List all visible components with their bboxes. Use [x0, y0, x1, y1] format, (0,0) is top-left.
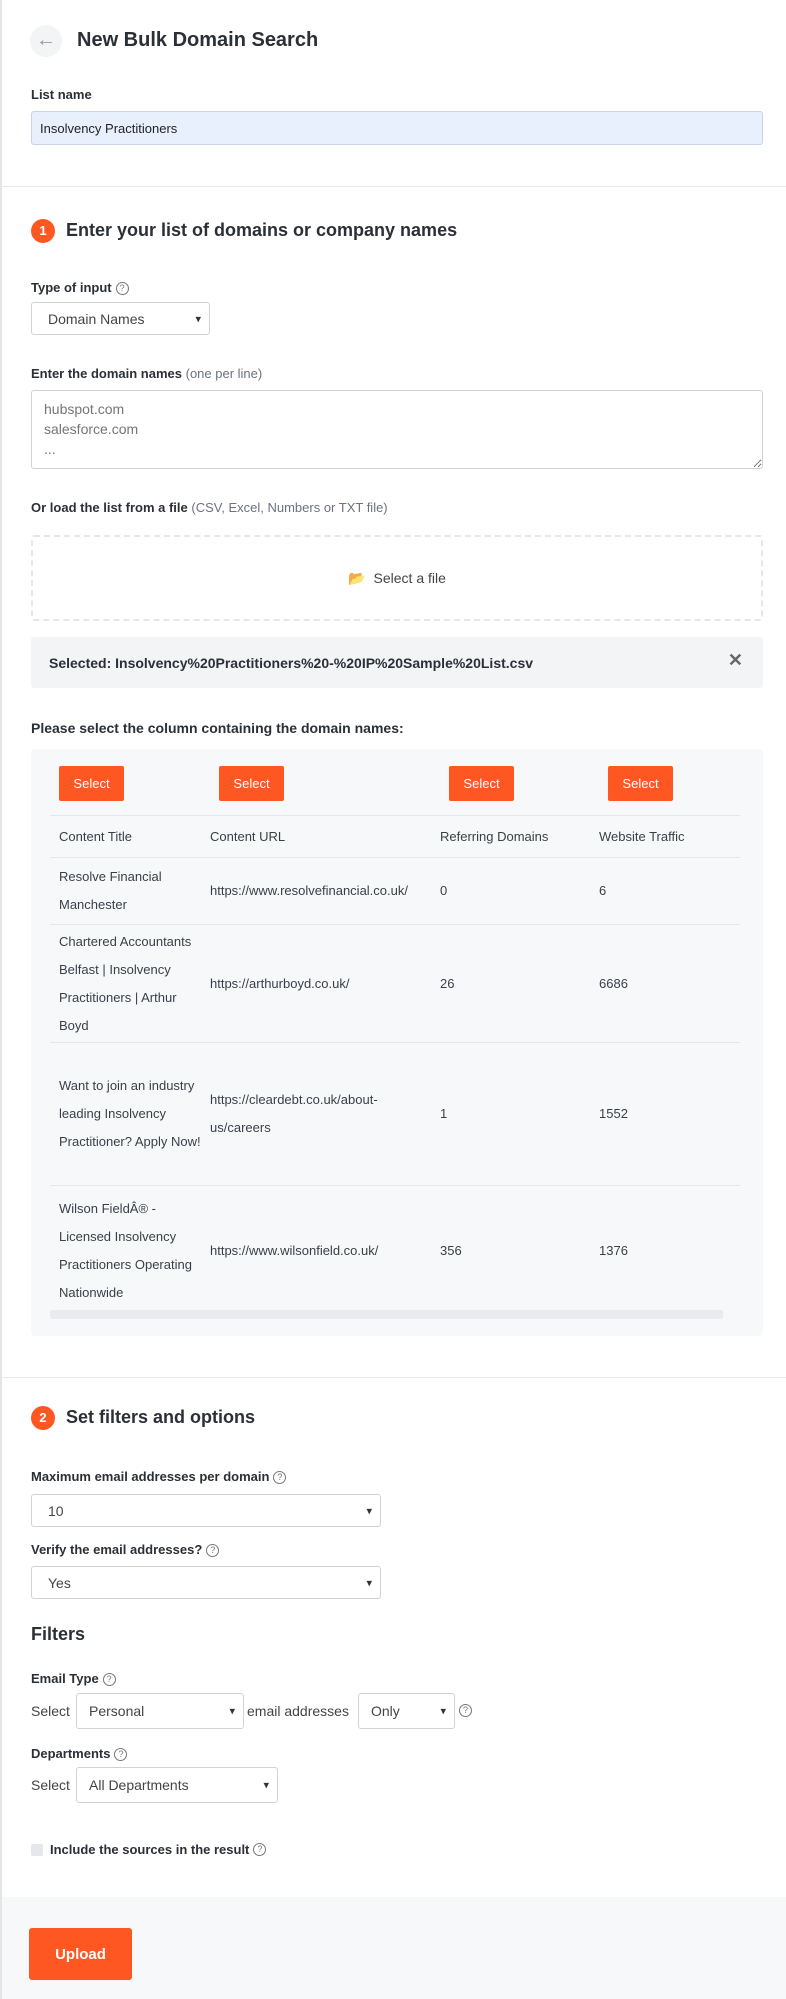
selected-file-bar	[31, 637, 763, 688]
column-prompt: Please select the column containing the domain names:	[31, 720, 404, 736]
folder-open-icon: 📂	[348, 569, 366, 586]
column-header: Website Traffic	[599, 816, 740, 858]
max-emails-select[interactable]: 10 ▾	[31, 1494, 381, 1527]
cell: https://www.resolvefinancial.co.uk/	[210, 858, 440, 925]
cell: 1552	[599, 1043, 740, 1186]
chevron-down-icon: ▾	[195, 313, 201, 325]
table-row	[50, 1043, 740, 1186]
cell: Chartered Accountants Belfast | Insolvency Practitioners | Arthur Boyd	[50, 925, 210, 1043]
cell: 6	[599, 858, 740, 925]
step2-heading	[31, 1406, 255, 1430]
cell: 356	[440, 1186, 599, 1316]
departments-label: Departments ?	[31, 1746, 127, 1761]
chevron-down-icon: ▾	[263, 1779, 269, 1792]
verify-select[interactable]: Yes ▾	[31, 1566, 381, 1599]
include-sources-label: Include the sources in the result	[50, 1842, 250, 1857]
selected-file-name: Selected: Insolvency%20Practitioners%20-%20IP%20Sample%20List.csv	[49, 655, 534, 671]
table-row	[50, 1186, 740, 1316]
cell: Wilson FieldÂ® - Licensed Insolvency Practitioners Operating Nationwide	[50, 1186, 210, 1316]
verify-label: Verify the email addresses? ?	[31, 1542, 219, 1557]
select-text: Select	[31, 1703, 70, 1719]
table-header-row	[50, 816, 740, 858]
email-type-select[interactable]: Personal ▾	[76, 1693, 244, 1729]
select-column-3-button[interactable]: Select	[449, 766, 514, 801]
horizontal-scrollbar[interactable]	[50, 1310, 723, 1319]
step-badge: 2	[31, 1406, 55, 1430]
help-icon[interactable]: ?	[273, 1471, 286, 1484]
help-icon[interactable]: ?	[206, 1544, 219, 1557]
departments-select[interactable]: All Departments ▾	[76, 1767, 278, 1803]
type-of-input-select[interactable]: Domain Names ▾	[31, 302, 210, 335]
table-row	[50, 925, 740, 1043]
cell: 1376	[599, 1186, 740, 1316]
table-row	[50, 858, 740, 925]
domain-names-textarea[interactable]	[31, 390, 763, 469]
column-table-container	[31, 749, 763, 1336]
only-select[interactable]: Only ▾	[358, 1693, 455, 1729]
max-emails-label: Maximum email addresses per domain ?	[31, 1469, 286, 1484]
cell: 1	[440, 1043, 599, 1186]
help-icon[interactable]: ?	[114, 1748, 127, 1761]
column-header: Content Title	[50, 816, 210, 858]
cell: https://cleardebt.co.uk/about-us/careers	[210, 1043, 440, 1186]
chevron-down-icon: ▾	[366, 1577, 372, 1589]
chevron-down-icon: ▾	[440, 1705, 446, 1718]
include-sources-checkbox[interactable]	[31, 1844, 43, 1856]
file-dropzone[interactable]	[31, 535, 763, 621]
select-column-2-button[interactable]: Select	[219, 766, 284, 801]
cell: 26	[440, 925, 599, 1043]
back-button[interactable]	[30, 25, 62, 57]
select-file-link[interactable]: Select a file	[373, 570, 446, 586]
step-badge: 1	[31, 219, 55, 243]
help-icon[interactable]: ?	[253, 1843, 266, 1856]
preview-table	[50, 815, 740, 1316]
cell: https://www.wilsonfield.co.uk/	[210, 1186, 440, 1316]
list-name-label: List name	[31, 87, 92, 102]
page-title: New Bulk Domain Search	[77, 29, 319, 51]
domain-names-label: Enter the domain names (one per line)	[31, 366, 263, 381]
upload-button[interactable]: Upload	[29, 1928, 132, 1980]
remove-file-icon[interactable]: ✕	[727, 650, 743, 670]
filters-heading: Filters	[31, 1624, 86, 1644]
help-icon[interactable]: ?	[103, 1673, 116, 1686]
email-type-label: Email Type ?	[31, 1671, 116, 1686]
step2-title: Set filters and options	[66, 1406, 256, 1427]
divider	[2, 1377, 786, 1378]
cell: 6686	[599, 925, 740, 1043]
cell: Resolve Financial Manchester	[50, 858, 210, 925]
select-column-4-button[interactable]: Select	[608, 766, 673, 801]
step1-title: Enter your list of domains or company names	[66, 219, 458, 240]
arrow-left-icon: ←	[36, 29, 56, 51]
step1-heading	[31, 219, 457, 243]
cell: Want to join an industry leading Insolvency Practitioner? Apply Now!	[50, 1043, 210, 1186]
include-sources-option[interactable]	[31, 1842, 266, 1857]
select-text: Select	[31, 1777, 70, 1793]
chevron-down-icon: ▾	[229, 1705, 235, 1718]
column-header: Referring Domains	[440, 816, 599, 858]
column-header: Content URL	[210, 816, 440, 858]
help-icon[interactable]: ?	[116, 282, 129, 295]
footer-bar	[2, 1897, 786, 1999]
type-of-input-label: Type of input ?	[31, 280, 129, 295]
cell: https://arthurboyd.co.uk/	[210, 925, 440, 1043]
file-label: Or load the list from a file (CSV, Excel, Numbers or TXT file)	[31, 500, 388, 515]
email-addresses-text: email addresses	[247, 1703, 349, 1719]
help-icon[interactable]: ?	[459, 1704, 472, 1717]
chevron-down-icon: ▾	[366, 1505, 372, 1517]
divider	[2, 186, 786, 187]
list-name-input[interactable]	[31, 111, 763, 145]
select-column-1-button[interactable]: Select	[59, 766, 124, 801]
cell: 0	[440, 858, 599, 925]
